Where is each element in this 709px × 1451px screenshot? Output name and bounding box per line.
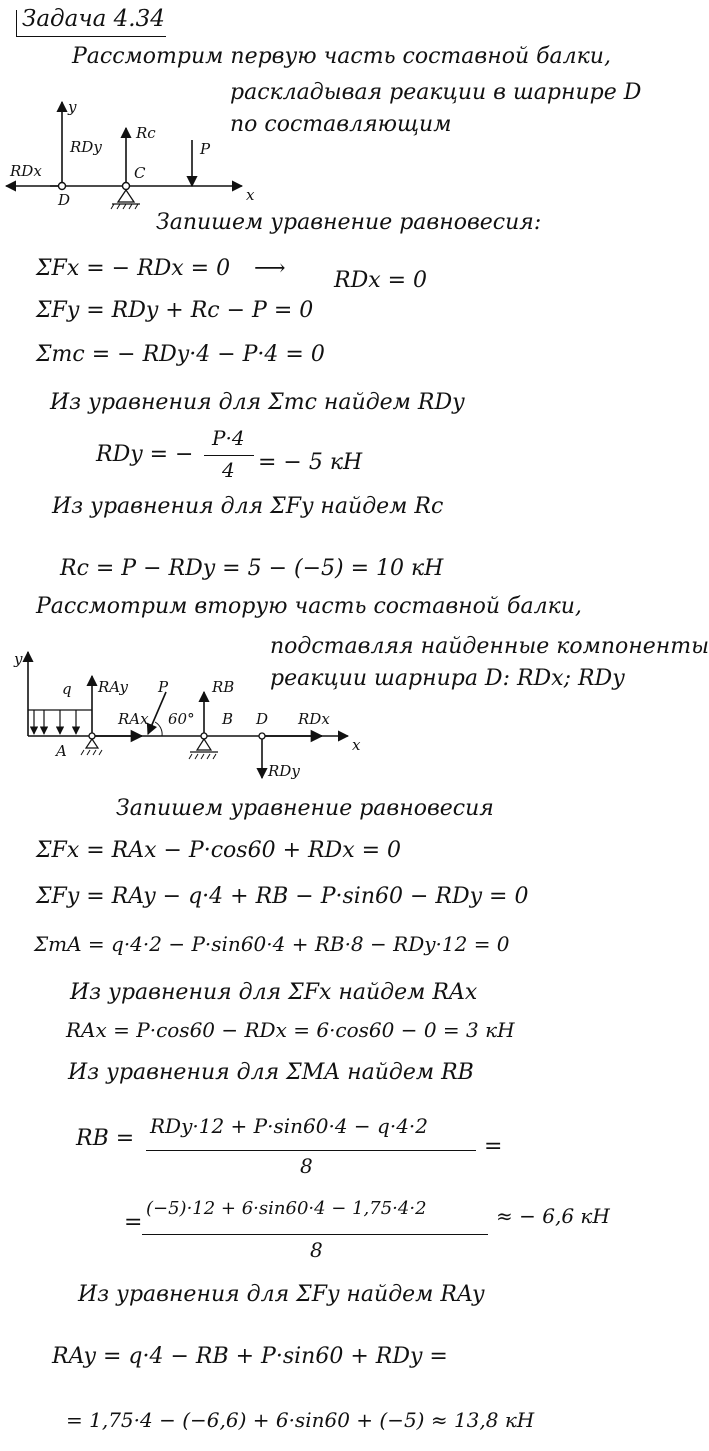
part2-rax-result: RAx = P·cos60 − RDx = 6·cos60 − 0 = 3 кН <box>66 1018 515 1042</box>
diag2-ray-label: RAy <box>98 678 128 696</box>
diag2-y-label: y <box>14 650 23 668</box>
diag1-x-label: x <box>246 186 255 204</box>
part1-rdy-lhs: RDy = − <box>96 442 194 467</box>
diag2-q-label: q <box>62 680 72 698</box>
hinge-d-2 <box>259 733 265 739</box>
part2-rb-fraction-bar2 <box>142 1234 488 1235</box>
diag1-rdx-label: RDx <box>10 162 42 180</box>
part2-rb-equals: = <box>484 1134 503 1159</box>
part2-rb-lead-equals: = <box>124 1210 143 1235</box>
part2-intro-line3: реакции шарнира D: RDx; RDy <box>270 666 625 691</box>
diag2-rdy-label: RDy <box>268 762 300 780</box>
problem-title: Задача 4.34 <box>22 6 165 32</box>
part2-rb-numerator2: (−5)·12 + 6·sin60·4 − 1,75·4·2 <box>146 1198 427 1219</box>
part1-intro-line3: по составляющим <box>230 112 452 137</box>
part2-ray-result: = 1,75·4 − (−6,6) + 6·sin60 + (−5) ≈ 13,8 кН <box>66 1408 535 1432</box>
diag1-p-label: P <box>200 140 211 158</box>
part2-eq-heading: Запишем уравнение равновесия <box>116 796 494 821</box>
part1-rdy-rhs: = − 5 кН <box>258 450 363 475</box>
part2-ray-line1: RAy = q·4 − RB + P·sin60 + RDy = <box>52 1344 448 1369</box>
part2-rb-denominator2: 8 <box>310 1238 323 1262</box>
part1-eq-sum-fy: ΣFy = RDy + Rc − P = 0 <box>36 298 314 323</box>
part1-intro-line2: раскладывая реакции в шарнире D <box>230 80 642 105</box>
part1-intro-line1: Рассмотрим первую часть составной балки, <box>72 44 611 69</box>
part1-eq-sum-fx: ΣFx = − RDx = 0 <box>36 256 231 281</box>
diag2-x-label: x <box>352 736 361 754</box>
part2-rb-numerator1: RDy·12 + P·sin60·4 − q·4·2 <box>150 1114 428 1138</box>
part1-eq-sum-mc: Σmc = − RDy·4 − P·4 = 0 <box>36 342 325 367</box>
part2-rb-denominator1: 8 <box>300 1154 313 1178</box>
part1-arrow: ⟶ <box>254 256 286 281</box>
part2-rb-fraction-bar1 <box>146 1150 476 1151</box>
part2-eq-sum-ma: ΣmA = q·4·2 − P·sin60·4 + RB·8 − RDy·12 = 0 <box>34 932 510 956</box>
part1-find-rdy: Из уравнения для Σmc найдем RDy <box>50 390 465 415</box>
part1-rdy-numerator: P·4 <box>212 426 245 450</box>
part2-find-ray: Из уравнения для ΣFy найдем RAy <box>78 1282 485 1307</box>
part1-rdx-result: RDx = 0 <box>334 268 428 293</box>
diag1-d-label: D <box>58 191 71 209</box>
diag2-a-label: A <box>56 742 67 760</box>
diag2-b-label: B <box>222 710 234 728</box>
part1-eq-heading: Запишем уравнение равновесия: <box>156 210 542 235</box>
diag1-c-label: C <box>134 164 146 182</box>
diag1-y-label: y <box>68 98 77 116</box>
diag2-rdx-label: RDx <box>298 710 330 728</box>
diag1-rdy-label: RDy <box>70 138 102 156</box>
diag1-rc-label: Rc <box>136 124 156 142</box>
part1-rc-result: Rc = P − RDy = 5 − (−5) = 10 кН <box>60 556 444 581</box>
part1-rdy-denominator: 4 <box>222 458 235 482</box>
diag2-p-label: P <box>158 678 169 696</box>
part2-eq-sum-fy: ΣFy = RAy − q·4 + RB − P·sin60 − RDy = 0 <box>36 884 529 909</box>
p-inclined-arrow <box>148 692 166 734</box>
part2-eq-sum-fx: ΣFx = RAx − P·cos60 + RDx = 0 <box>36 838 402 863</box>
diag2-angle-label: 60° <box>168 710 195 728</box>
part2-find-rax: Из уравнения для ΣFx найдем RAx <box>70 980 478 1005</box>
part2-rb-lhs: RB = <box>76 1126 135 1151</box>
diag2-rax-label: RAx <box>118 710 149 728</box>
part2-intro-line1: Рассмотрим вторую часть составной балки, <box>36 594 582 619</box>
part2-find-rb: Из уравнения для ΣMA найдем RB <box>68 1060 474 1085</box>
part2-intro-line2: подставляя найденные компоненты <box>270 634 709 659</box>
part1-find-rc: Из уравнения для ΣFy найдем Rc <box>52 494 444 519</box>
part2-rb-result: ≈ − 6,6 кН <box>496 1204 610 1228</box>
diag2-rb-label: RB <box>212 678 235 696</box>
diag2-d-label: D <box>256 710 269 728</box>
